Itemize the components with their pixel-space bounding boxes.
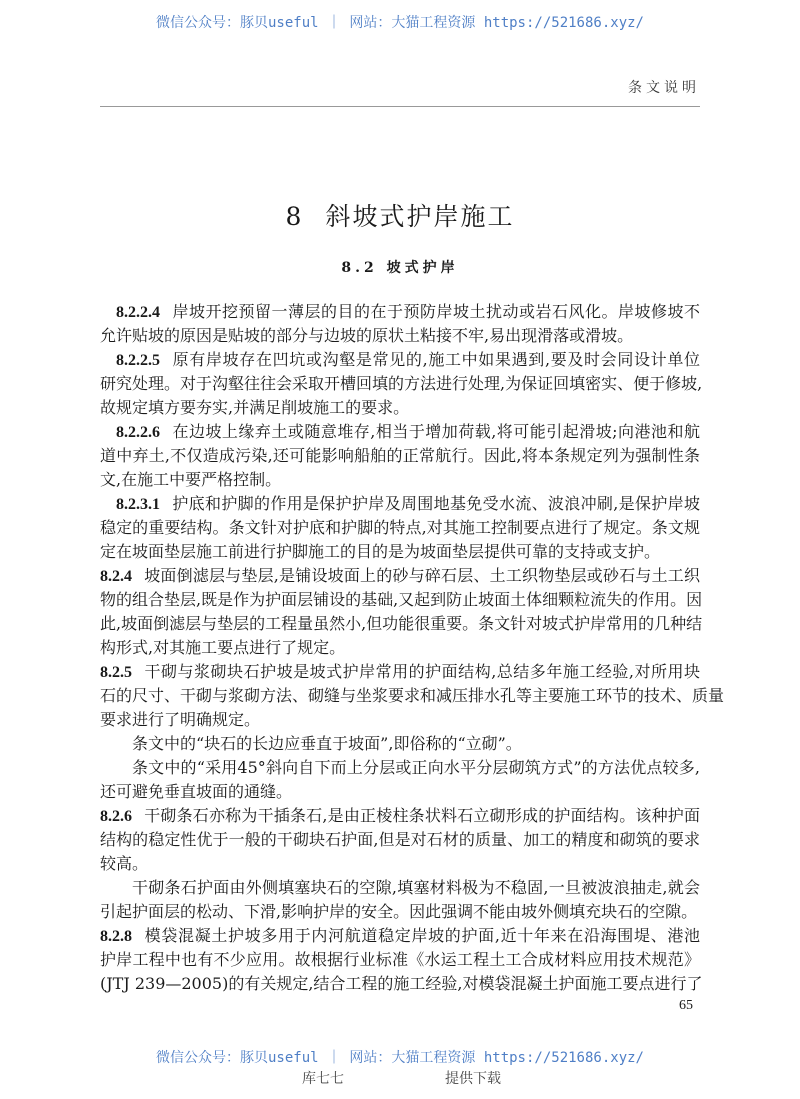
line-text: 故规定填方要夯实,并满足削坡施工的要求。 bbox=[100, 398, 410, 417]
line-text: 石的尺寸、干砌与浆砌方法、砌缝与坐浆要求和减压排水孔等主要施工环节的技术、质量 bbox=[100, 686, 725, 705]
watermark-top: 微信公众号：豚贝useful ｜ 网站：大猫工程资源 https://521686.xyz/ bbox=[155, 15, 644, 31]
paragraph bbox=[100, 660, 725, 732]
clause-number: 8.2.2.5 bbox=[116, 352, 160, 369]
body-text bbox=[100, 300, 725, 996]
line-text: 在边坡上缘弃土或随意堆存,相当于增加荷载,将可能引起滑坡;向港池和航 bbox=[172, 422, 700, 441]
section-title: 8.2 坡式护岸 bbox=[341, 260, 459, 276]
text-line bbox=[100, 900, 700, 924]
text-line bbox=[100, 540, 700, 564]
text-line bbox=[100, 588, 703, 612]
paragraph bbox=[100, 564, 703, 660]
chapter-title bbox=[0, 201, 800, 233]
text-line bbox=[100, 492, 700, 516]
line-text: 结构的稳定性优于一般的干砌块石护面,但是对石材的质量、加工的精度和砌筑的要求 bbox=[100, 830, 700, 849]
paragraph bbox=[100, 756, 700, 804]
clause-number: 8.2.2.4 bbox=[116, 304, 160, 321]
paragraph bbox=[100, 492, 700, 564]
line-text: 文,在施工中要严格控制。 bbox=[100, 470, 282, 489]
text-line bbox=[100, 516, 700, 540]
line-text: 岸坡开挖预留一薄层的目的在于预防岸坡土扰动或岩石风化。岸坡修坡不 bbox=[172, 302, 700, 321]
text-line bbox=[100, 420, 700, 444]
line-text: 要求进行了明确规定。 bbox=[100, 710, 261, 729]
line-text: 此,坡面倒滤层与垫层的工程量虽然小,但功能很重要。条文针对坡式护岸常用的几种结 bbox=[100, 614, 703, 633]
line-text: 引起护面层的松动、下滑,影响护岸的安全。因此强调不能由坡外侧填充块石的空隙。 bbox=[100, 902, 698, 921]
text-line bbox=[100, 756, 700, 780]
clause-number: 8.2.3.1 bbox=[116, 496, 160, 513]
paragraph bbox=[100, 348, 703, 420]
line-text: 研究处理。对于沟壑往往会采取开槽回填的方法进行处理,为保证回填密实、便于修坡, bbox=[100, 374, 703, 393]
text-line bbox=[100, 636, 700, 660]
clause-number: 8.2.5 bbox=[100, 664, 132, 681]
paragraph bbox=[100, 876, 700, 924]
line-text: 护底和护脚的作用是保护护岸及周围地基免受水流、波浪冲刷,是保护岸坡 bbox=[172, 494, 700, 513]
line-text: 模袋混凝土护坡多用于内河航道稳定岸坡的护面,近十年来在沿海围堤、港池 bbox=[144, 926, 700, 945]
text-line bbox=[100, 972, 703, 996]
text-line bbox=[100, 780, 700, 804]
text-line bbox=[100, 804, 700, 828]
paragraph bbox=[100, 924, 703, 996]
line-text: 定在坡面垫层施工前进行护脚施工的目的是为坡面垫层提供可靠的支持或支护。 bbox=[100, 542, 661, 561]
chapter-name: 斜坡式护岸施工 bbox=[325, 202, 515, 231]
text-line bbox=[100, 948, 700, 972]
text-line bbox=[100, 708, 700, 732]
text-line bbox=[100, 612, 703, 636]
running-header: 条文说明 bbox=[628, 80, 700, 96]
line-text: 允许贴坡的原因是贴坡的部分与边坡的原状土粘接不牢,易出现滑落或滑坡。 bbox=[100, 326, 634, 345]
line-text: 条文中的“块石的长边应垂直于坡面”,即俗称的“立砌”。 bbox=[132, 734, 522, 753]
paragraph bbox=[100, 420, 700, 492]
clause-number: 8.2.2.6 bbox=[116, 424, 160, 441]
text-line bbox=[100, 372, 703, 396]
header-rule bbox=[100, 106, 700, 107]
line-text: 构形式,对其施工要点进行了规定。 bbox=[100, 638, 346, 657]
line-text: (JTJ 239—2005)的有关规定,结合工程的施工经验,对模袋混凝土护面施工要点进行了 bbox=[100, 974, 703, 993]
paragraph bbox=[100, 732, 700, 756]
page-number: 65 bbox=[679, 998, 693, 1013]
clause-number: 8.2.8 bbox=[100, 928, 132, 945]
line-text: 干砌与浆砌块石护坡是坡式护岸常用的护面结构,总结多年施工经验,对所用块 bbox=[144, 662, 700, 681]
text-line bbox=[100, 852, 700, 876]
text-line bbox=[100, 468, 700, 492]
line-text: 护岸工程中也有不少应用。故根据行业标准《水运工程土工合成材料应用技术规范》 bbox=[100, 950, 700, 969]
line-text: 原有岸坡存在凹坑或沟壑是常见的,施工中如果遇到,要及时会同设计单位 bbox=[172, 350, 700, 369]
line-text: 干砌条石护面由外侧填塞块石的空隙,填塞材料极为不稳固,一旦被波浪抽走,就会 bbox=[132, 878, 700, 897]
line-text: 较高。 bbox=[100, 854, 149, 873]
text-line bbox=[100, 444, 700, 468]
text-line bbox=[100, 924, 700, 948]
clause-number: 8.2.4 bbox=[100, 568, 132, 585]
text-line bbox=[100, 684, 725, 708]
text-line bbox=[100, 324, 700, 348]
text-line bbox=[100, 828, 700, 852]
footer-right: 提供下载 bbox=[445, 1071, 501, 1087]
watermark-bottom: 微信公众号：豚贝useful ｜ 网站：大猫工程资源 https://521686.xyz/ bbox=[155, 1050, 644, 1066]
text-line bbox=[100, 396, 700, 420]
clause-number: 8.2.6 bbox=[100, 808, 132, 825]
text-line bbox=[100, 348, 700, 372]
text-line bbox=[100, 660, 700, 684]
text-line bbox=[100, 876, 700, 900]
line-text: 还可避免垂直坡面的通缝。 bbox=[100, 782, 293, 801]
line-text: 道中弃土,不仅造成污染,还可能影响船舶的正常航行。因此,将本条规定列为强制性条 bbox=[100, 446, 700, 465]
line-text: 物的组合垫层,既是作为护面层铺设的基础,又起到防止坡面土体细颗粒流失的作用。因 bbox=[100, 590, 703, 609]
footer-left: 库七七 bbox=[302, 1071, 344, 1087]
line-text: 稳定的重要结构。条文针对护底和护脚的特点,对其施工控制要点进行了规定。条文规 bbox=[100, 518, 700, 537]
text-line bbox=[100, 300, 700, 324]
text-line bbox=[100, 732, 700, 756]
text-line bbox=[100, 564, 700, 588]
line-text: 干砌条石亦称为干插条石,是由正棱柱条状料石立砌形成的护面结构。该种护面 bbox=[144, 806, 700, 825]
line-text: 坡面倒滤层与垫层,是铺设坡面上的砂与碎石层、土工织物垫层或砂石与土工织 bbox=[144, 566, 700, 585]
line-text: 条文中的“采用45°斜向自下而上分层或正向水平分层砌筑方式”的方法优点较多, bbox=[132, 758, 700, 777]
chapter-number: 8 bbox=[285, 202, 304, 231]
paragraph bbox=[100, 300, 700, 348]
paragraph bbox=[100, 804, 700, 876]
